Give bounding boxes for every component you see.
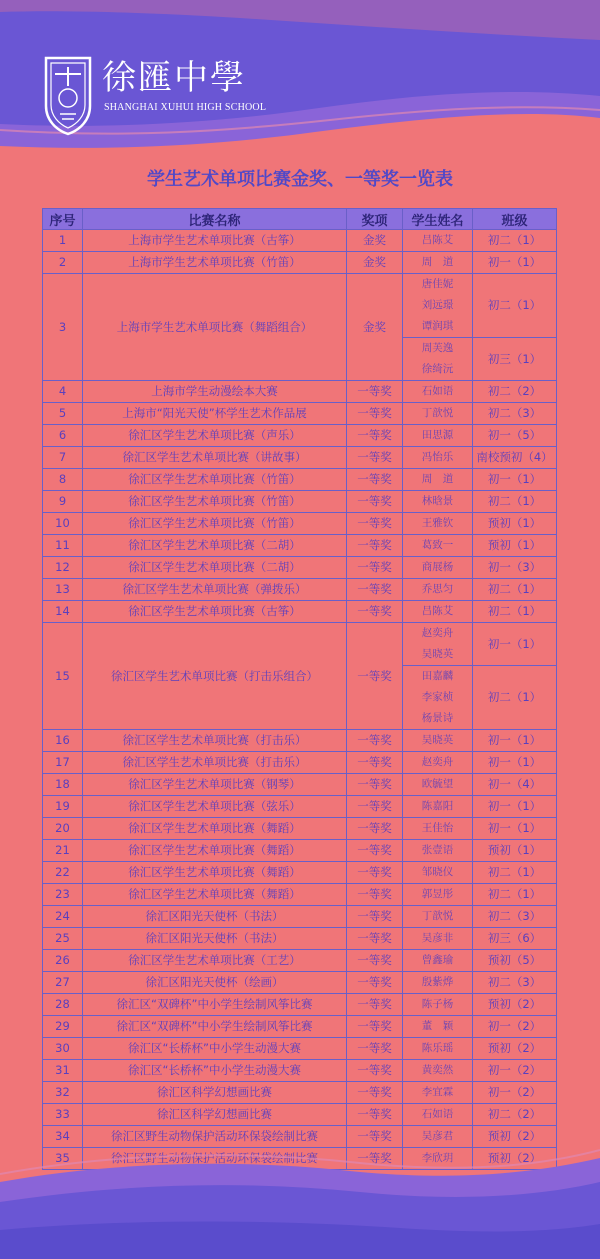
competition-name: 徐汇区“长桥杯”中小学生动漫大赛 <box>83 1038 347 1060</box>
competition-name: 上海市学生艺术单项比赛（古筝） <box>83 230 347 252</box>
school-crest-icon <box>42 54 94 136</box>
student-name: 吴晓英 <box>421 648 454 660</box>
student-names <box>403 1082 473 1104</box>
table-row <box>43 730 557 752</box>
class-name: 初三（6） <box>473 928 557 950</box>
class-name: 初二（3） <box>473 906 557 928</box>
student-names <box>403 403 473 425</box>
competition-name: 徐汇区学生艺术单项比赛（声乐） <box>83 425 347 447</box>
row-index: 7 <box>43 447 83 469</box>
row-index: 24 <box>43 906 83 928</box>
student-name: 郭昱彤 <box>421 888 454 900</box>
class-name: 预初（1） <box>473 840 557 862</box>
class-name: 初一（1） <box>473 752 557 774</box>
table-row <box>43 972 557 994</box>
student-name: 周 道 <box>421 256 454 268</box>
footer-wave-decoration <box>0 1140 600 1259</box>
class-name: 初一（4） <box>473 774 557 796</box>
class-name: 初一（1） <box>473 469 557 491</box>
class-name: 初一（1） <box>473 623 557 666</box>
award-level: 一等奖 <box>347 1082 403 1104</box>
award-level: 一等奖 <box>347 1016 403 1038</box>
student-names <box>403 840 473 862</box>
student-names <box>403 469 473 491</box>
class-name: 初一（2） <box>473 1082 557 1104</box>
student-name: 欧毓望 <box>421 778 454 790</box>
award-level: 一等奖 <box>347 425 403 447</box>
class-name: 预初（2） <box>473 1148 557 1170</box>
award-level: 一等奖 <box>347 381 403 403</box>
award-level: 一等奖 <box>347 884 403 906</box>
student-names <box>403 557 473 579</box>
award-level: 一等奖 <box>347 1038 403 1060</box>
competition-name: 徐汇区学生艺术单项比赛（竹笛） <box>83 469 347 491</box>
student-names <box>403 906 473 928</box>
class-name: 初二（1） <box>473 884 557 906</box>
student-names <box>403 950 473 972</box>
competition-name: 徐汇区学生艺术单项比赛（工艺） <box>83 950 347 972</box>
award-level: 一等奖 <box>347 972 403 994</box>
student-names <box>403 535 473 557</box>
student-name: 董 颖 <box>421 1020 454 1032</box>
student-names <box>403 1104 473 1126</box>
school-name-en: SHANGHAI XUHUI HIGH SCHOOL <box>104 102 267 113</box>
table-row <box>43 381 557 403</box>
student-name: 唐佳妮 <box>421 278 454 290</box>
table-row <box>43 796 557 818</box>
class-name: 初二（1） <box>473 491 557 513</box>
competition-name: 徐汇区学生艺术单项比赛（弹拨乐） <box>83 579 347 601</box>
student-name: 吕陈艾 <box>421 605 454 617</box>
student-name: 王佳怡 <box>421 822 454 834</box>
awards-table <box>42 208 557 1170</box>
student-names <box>403 425 473 447</box>
table-row <box>43 1104 557 1126</box>
competition-name: 徐汇区学生艺术单项比赛（弦乐） <box>83 796 347 818</box>
class-name: 初二（1） <box>473 862 557 884</box>
table-row <box>43 818 557 840</box>
row-index: 9 <box>43 491 83 513</box>
row-index: 25 <box>43 928 83 950</box>
student-name: 周 道 <box>421 473 454 485</box>
class-name: 预初（2） <box>473 994 557 1016</box>
class-name: 初一（3） <box>473 557 557 579</box>
award-level: 一等奖 <box>347 579 403 601</box>
table-row <box>43 906 557 928</box>
class-name: 初一（5） <box>473 425 557 447</box>
student-name: 商展杨 <box>421 561 454 573</box>
competition-name: 徐汇区学生艺术单项比赛（二胡） <box>83 557 347 579</box>
student-name: 周芙逸 <box>421 342 454 354</box>
student-name: 陈嘉阳 <box>421 800 454 812</box>
competition-name: 上海市学生艺术单项比赛（舞蹈组合） <box>83 274 347 381</box>
competition-name: 徐汇区野生动物保护活动环保袋绘制比赛 <box>83 1126 347 1148</box>
competition-name: 徐汇区学生艺术单项比赛（打击乐） <box>83 752 347 774</box>
table-row <box>43 950 557 972</box>
student-name: 丁歆悦 <box>421 407 454 419</box>
student-name: 殷紫烨 <box>421 976 454 988</box>
row-index: 27 <box>43 972 83 994</box>
page-title: 学生艺术单项比赛金奖、一等奖一览表 <box>147 169 453 190</box>
student-names <box>403 994 473 1016</box>
row-index: 23 <box>43 884 83 906</box>
row-index: 3 <box>43 274 83 381</box>
table-row <box>43 1060 557 1082</box>
competition-name: 徐汇区学生艺术单项比赛（舞蹈） <box>83 840 347 862</box>
class-name: 初二（1） <box>473 579 557 601</box>
student-names <box>403 666 473 730</box>
student-names <box>403 1038 473 1060</box>
student-names <box>403 381 473 403</box>
competition-name: 徐汇区学生艺术单项比赛（讲故事） <box>83 447 347 469</box>
table-row <box>43 601 557 623</box>
class-name: 预初（5） <box>473 950 557 972</box>
competition-name: 徐汇区学生艺术单项比赛（舞蹈） <box>83 862 347 884</box>
student-name: 吴晓英 <box>421 734 454 746</box>
award-level: 一等奖 <box>347 950 403 972</box>
class-name: 初二（1） <box>473 274 557 338</box>
competition-name: 徐汇区阳光天使杯（书法） <box>83 906 347 928</box>
award-level: 一等奖 <box>347 774 403 796</box>
student-names <box>403 862 473 884</box>
row-index: 29 <box>43 1016 83 1038</box>
row-index: 31 <box>43 1060 83 1082</box>
competition-name: 徐汇区“长桥杯”中小学生动漫大赛 <box>83 1060 347 1082</box>
student-name: 徐绮沅 <box>421 363 454 375</box>
school-name-cn: 徐匯中學 <box>102 58 246 98</box>
header-award: 奖项 <box>347 209 403 230</box>
table-row <box>43 579 557 601</box>
student-name: 吴彦非 <box>421 932 454 944</box>
table-row <box>43 994 557 1016</box>
student-names <box>403 513 473 535</box>
student-names <box>403 230 473 252</box>
table-row <box>43 469 557 491</box>
class-name: 初二（2） <box>473 1104 557 1126</box>
table-row <box>43 840 557 862</box>
table-row <box>43 774 557 796</box>
award-level: 金奖 <box>347 274 403 381</box>
student-name: 乔思匀 <box>421 583 454 595</box>
table-row <box>43 513 557 535</box>
row-index: 13 <box>43 579 83 601</box>
table-row <box>43 535 557 557</box>
class-name: 初二（3） <box>473 403 557 425</box>
student-name: 石如语 <box>421 1108 454 1120</box>
table-header-row <box>43 209 557 230</box>
header-index: 序号 <box>43 209 83 230</box>
student-name: 王雅钦 <box>421 517 454 529</box>
competition-name: 徐汇区学生艺术单项比赛（舞蹈） <box>83 884 347 906</box>
header-student: 学生姓名 <box>403 209 473 230</box>
table-row <box>43 447 557 469</box>
class-name: 初二（2） <box>473 381 557 403</box>
competition-name: 徐汇区阳光天使杯（书法） <box>83 928 347 950</box>
table-row <box>43 862 557 884</box>
row-index: 15 <box>43 623 83 730</box>
award-level: 一等奖 <box>347 730 403 752</box>
row-index: 11 <box>43 535 83 557</box>
student-names <box>403 447 473 469</box>
header-banner <box>0 0 600 160</box>
class-name: 初二（3） <box>473 972 557 994</box>
table-row <box>43 623 557 666</box>
award-level: 一等奖 <box>347 752 403 774</box>
row-index: 17 <box>43 752 83 774</box>
award-level: 一等奖 <box>347 862 403 884</box>
competition-name: 徐汇区学生艺术单项比赛（打击乐） <box>83 730 347 752</box>
competition-name: 徐汇区学生艺术单项比赛（二胡） <box>83 535 347 557</box>
student-name: 赵奕舟 <box>421 627 454 639</box>
student-name: 冯怡乐 <box>421 451 454 463</box>
award-level: 一等奖 <box>347 928 403 950</box>
class-name: 初二（1） <box>473 666 557 730</box>
table-row <box>43 928 557 950</box>
row-index: 8 <box>43 469 83 491</box>
row-index: 21 <box>43 840 83 862</box>
competition-name: 徐汇区学生艺术单项比赛（竹笛） <box>83 491 347 513</box>
table-row <box>43 1016 557 1038</box>
competition-name: 上海市“阳光天使”杯学生艺术作品展 <box>83 403 347 425</box>
table-row <box>43 230 557 252</box>
student-name: 陈子杨 <box>421 998 454 1010</box>
student-names <box>403 338 473 381</box>
student-name: 陈乐瑶 <box>421 1042 454 1054</box>
award-level: 一等奖 <box>347 796 403 818</box>
row-index: 34 <box>43 1126 83 1148</box>
student-names <box>403 818 473 840</box>
student-names <box>403 601 473 623</box>
student-names <box>403 623 473 666</box>
student-names <box>403 274 473 338</box>
table-body <box>43 230 557 1170</box>
student-name: 曾鑫瑜 <box>421 954 454 966</box>
student-name: 谭润琪 <box>421 320 454 332</box>
row-index: 26 <box>43 950 83 972</box>
student-names <box>403 884 473 906</box>
award-level: 一等奖 <box>347 513 403 535</box>
class-name: 初一（1） <box>473 796 557 818</box>
student-name: 田嘉麟 <box>421 670 454 682</box>
award-level: 一等奖 <box>347 840 403 862</box>
student-name: 林晗景 <box>421 495 454 507</box>
award-level: 一等奖 <box>347 469 403 491</box>
competition-name: 徐汇区学生艺术单项比赛（竹笛） <box>83 513 347 535</box>
student-names <box>403 730 473 752</box>
competition-name: 徐汇区科学幻想画比赛 <box>83 1104 347 1126</box>
row-index: 28 <box>43 994 83 1016</box>
student-name: 李家桢 <box>421 691 454 703</box>
award-level: 一等奖 <box>347 491 403 513</box>
award-level: 一等奖 <box>347 601 403 623</box>
row-index: 6 <box>43 425 83 447</box>
student-name: 刘远璟 <box>421 299 454 311</box>
student-names <box>403 752 473 774</box>
row-index: 32 <box>43 1082 83 1104</box>
student-name: 吴彦君 <box>421 1130 454 1142</box>
competition-name: 徐汇区学生艺术单项比赛（钢琴） <box>83 774 347 796</box>
student-names <box>403 491 473 513</box>
award-level: 金奖 <box>347 252 403 274</box>
student-names <box>403 579 473 601</box>
table-row <box>43 752 557 774</box>
student-names <box>403 774 473 796</box>
class-name: 初一（2） <box>473 1060 557 1082</box>
competition-name: 徐汇区野生动物保护活动环保袋绘制比赛 <box>83 1148 347 1170</box>
award-level: 一等奖 <box>347 1104 403 1126</box>
row-index: 5 <box>43 403 83 425</box>
student-name: 吕陈艾 <box>421 234 454 246</box>
class-name: 初三（1） <box>473 338 557 381</box>
student-name: 李欣玥 <box>421 1152 454 1164</box>
footer-banner <box>0 1140 600 1259</box>
student-names <box>403 796 473 818</box>
row-index: 2 <box>43 252 83 274</box>
student-name: 丁歆悦 <box>421 910 454 922</box>
competition-name: 徐汇区学生艺术单项比赛（舞蹈） <box>83 818 347 840</box>
class-name: 南校预初（4） <box>473 447 557 469</box>
award-level: 一等奖 <box>347 557 403 579</box>
class-name: 初二（1） <box>473 601 557 623</box>
award-level: 一等奖 <box>347 906 403 928</box>
class-name: 初一（1） <box>473 818 557 840</box>
row-index: 19 <box>43 796 83 818</box>
table-row <box>43 274 557 338</box>
award-level: 一等奖 <box>347 994 403 1016</box>
student-names <box>403 1060 473 1082</box>
class-name: 预初（2） <box>473 1038 557 1060</box>
competition-name: 上海市学生动漫绘本大赛 <box>83 381 347 403</box>
competition-name: 徐汇区阳光天使杯（绘画） <box>83 972 347 994</box>
student-names <box>403 972 473 994</box>
table-row <box>43 403 557 425</box>
student-name: 葛致一 <box>421 539 454 551</box>
student-name: 张壹语 <box>421 844 454 856</box>
student-name: 赵奕舟 <box>421 756 454 768</box>
row-index: 18 <box>43 774 83 796</box>
competition-name: 徐汇区“双碑杯”中小学生绘制风筝比赛 <box>83 994 347 1016</box>
row-index: 10 <box>43 513 83 535</box>
table-row <box>43 557 557 579</box>
student-name: 邹晓仪 <box>421 866 454 878</box>
table-row <box>43 491 557 513</box>
header-competition: 比赛名称 <box>83 209 347 230</box>
row-index: 14 <box>43 601 83 623</box>
competition-name: 徐汇区“双碑杯”中小学生绘制风筝比赛 <box>83 1016 347 1038</box>
student-name: 田思源 <box>421 429 454 441</box>
row-index: 12 <box>43 557 83 579</box>
award-level: 一等奖 <box>347 623 403 730</box>
competition-name: 徐汇区学生艺术单项比赛（打击乐组合） <box>83 623 347 730</box>
award-level: 一等奖 <box>347 818 403 840</box>
award-level: 一等奖 <box>347 1060 403 1082</box>
student-names <box>403 1016 473 1038</box>
row-index: 4 <box>43 381 83 403</box>
table-row <box>43 884 557 906</box>
class-name: 预初（2） <box>473 1126 557 1148</box>
student-name: 李宜霖 <box>421 1086 454 1098</box>
award-level: 金奖 <box>347 230 403 252</box>
competition-name: 徐汇区学生艺术单项比赛（古筝） <box>83 601 347 623</box>
row-index: 22 <box>43 862 83 884</box>
class-name: 初一（1） <box>473 730 557 752</box>
row-index: 33 <box>43 1104 83 1126</box>
class-name: 预初（1） <box>473 535 557 557</box>
class-name: 初二（1） <box>473 230 557 252</box>
header-class: 班级 <box>473 209 557 230</box>
table-row <box>43 1082 557 1104</box>
award-level: 一等奖 <box>347 1148 403 1170</box>
award-level: 一等奖 <box>347 403 403 425</box>
award-level: 一等奖 <box>347 447 403 469</box>
competition-name: 上海市学生艺术单项比赛（竹笛） <box>83 252 347 274</box>
award-level: 一等奖 <box>347 535 403 557</box>
class-name: 初一（2） <box>473 1016 557 1038</box>
award-level: 一等奖 <box>347 1126 403 1148</box>
row-index: 20 <box>43 818 83 840</box>
row-index: 35 <box>43 1148 83 1170</box>
class-name: 初一（1） <box>473 252 557 274</box>
table-row <box>43 252 557 274</box>
competition-name: 徐汇区科学幻想画比赛 <box>83 1082 347 1104</box>
class-name: 预初（1） <box>473 513 557 535</box>
row-index: 30 <box>43 1038 83 1060</box>
student-names <box>403 252 473 274</box>
table-row <box>43 425 557 447</box>
student-names <box>403 928 473 950</box>
student-name: 石如语 <box>421 385 454 397</box>
table-row <box>43 1038 557 1060</box>
student-name: 黄奕然 <box>421 1064 454 1076</box>
student-name: 杨景诗 <box>421 712 454 724</box>
row-index: 16 <box>43 730 83 752</box>
row-index: 1 <box>43 230 83 252</box>
